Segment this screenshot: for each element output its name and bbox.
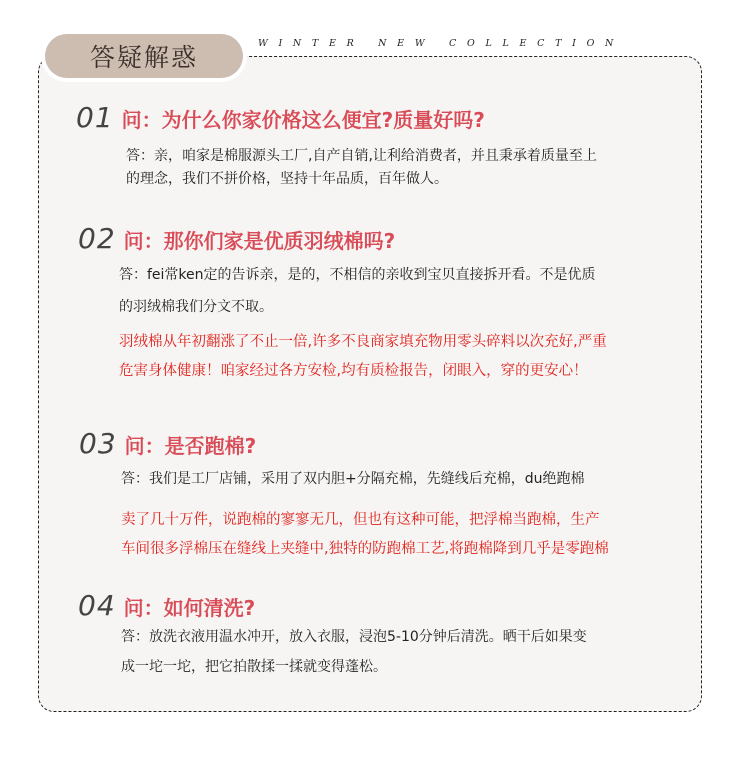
highlight-line: 危害身体健康！咱家经过各方安检,均有质检报告，闭眼入，穿的更安心！ — [119, 363, 588, 379]
page-title: 答疑解惑 — [89, 43, 198, 72]
answer-line: 的理念，我们不拼价格，坚持十年品质，百年做人。 — [126, 171, 448, 187]
answer-line: 答：放洗衣液用温水冲开，放入衣服，浸泡5-10分钟后清洗。晒干后如果变 — [121, 629, 587, 645]
answer-line: 答：亲，咱家是棉服源头工厂,自产自销,让利给消费者，并且秉承着质量至上 — [126, 148, 597, 164]
title-badge — [45, 34, 243, 78]
question-text: 问：是否跑棉? — [124, 434, 257, 458]
highlight-line: 车间很多浮棉压在缝线上夹缝中,独特的防跑棉工艺,将跑棉降到几乎是零跑棉 — [121, 541, 609, 557]
question-number: 04 — [78, 589, 116, 622]
answer-line: 成一坨一坨，把它拍散揉一揉就变得蓬松。 — [121, 659, 387, 675]
answer-line: 答：fei常ken定的告诉亲，是的，不相信的亲收到宝贝直接拆开看。不是优质 — [119, 267, 596, 283]
question-1 — [76, 101, 485, 134]
answer-line: 的羽绒棉我们分文不取。 — [119, 299, 273, 315]
highlight-line: 羽绒棉从年初翻涨了不止一倍,许多不良商家填充物用零头碎料以次充好,严重 — [119, 334, 607, 350]
collection-tagline: WINTER NEW COLLECTION — [258, 38, 625, 49]
highlight-line: 卖了几十万件，说跑棉的寥寥无几，但也有这种可能，把浮棉当跑棉，生产 — [121, 512, 600, 528]
question-number: 01 — [76, 101, 114, 134]
question-number: 02 — [78, 222, 116, 255]
question-3 — [79, 427, 256, 460]
question-text: 问：为什么你家价格这么便宜?质量好吗? — [121, 108, 485, 132]
question-number: 03 — [79, 427, 117, 460]
question-text: 问：那你们家是优质羽绒棉吗? — [123, 229, 396, 253]
answer-line: 答：我们是工厂店铺，采用了双内胆+分隔充棉，先缝线后充棉，du绝跑棉 — [121, 471, 585, 487]
question-2 — [78, 222, 395, 255]
question-text: 问：如何清洗? — [123, 596, 256, 620]
question-4 — [78, 589, 255, 622]
